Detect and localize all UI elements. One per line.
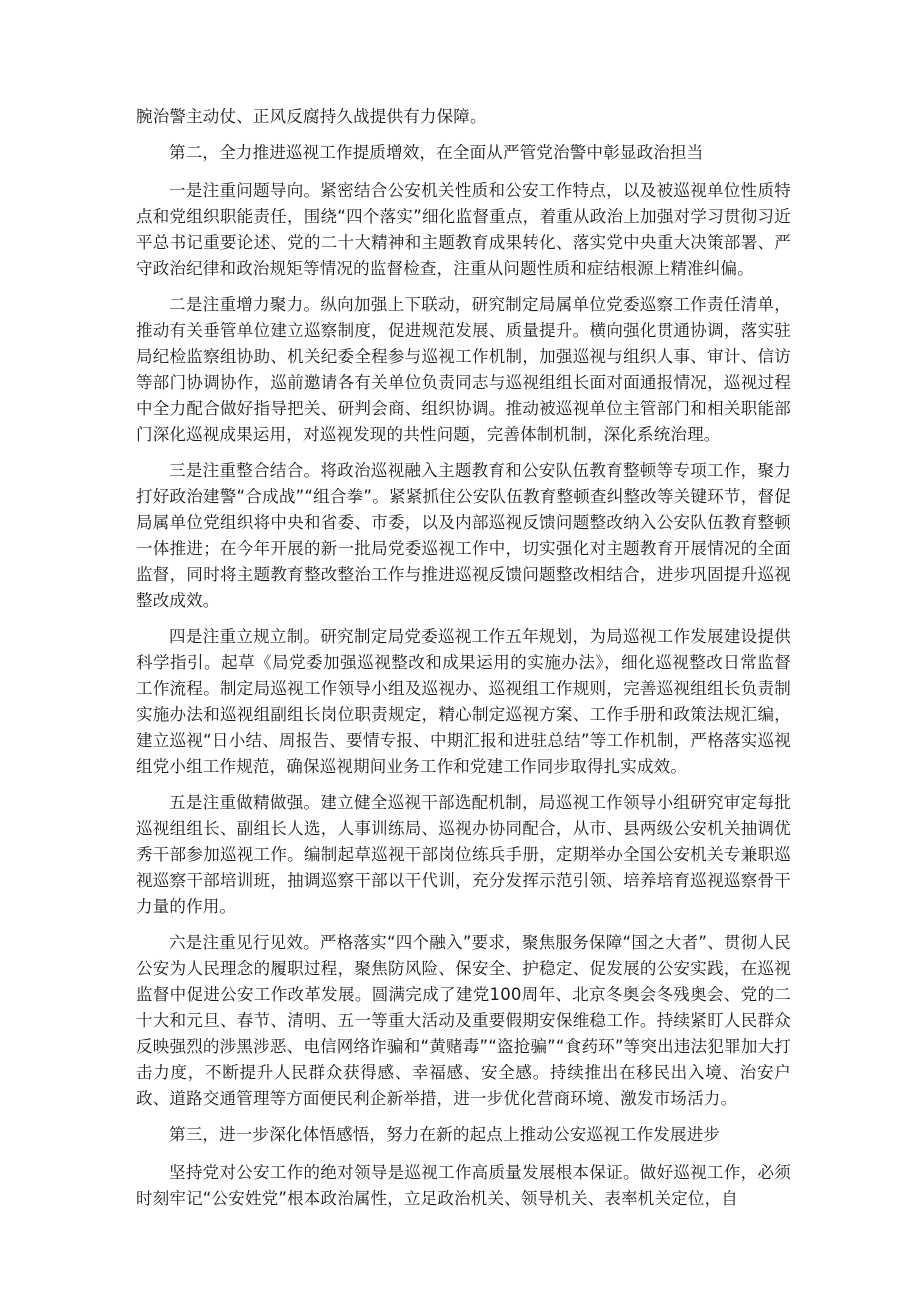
paragraph-action-results: 六是注重见行见效。严格落实“四个融入”要求，聚焦服务保障“国之大者”、贯彻人民公安为人民理念的履职过程，聚焦防风险、保安全、护稳定、促发展的公安实践，在巡视监督中促进公安工作改革发展。圆满完成了建党100周年、北京冬奥会冬残奥会、党的二十大和元旦、春节、清明、五一等重大活动及重要假期安保维稳工作。持续紧盯人民群众反映强烈的涉黑涉恶、电信网络诈骗和“黄赌毒”“盗抢骗”“食药环”等突出违法犯罪加大打击力度，不断提升人民群众获得感、幸福感、安全感。持续推出在移民出入境、治安户政、道路交通管理等方面便民利企新举措，进一步优化营商环境、激发市场活力。 (136, 933, 791, 1108)
paragraph-problem-orientation: 一是注重问题导向。紧密结合公安机关性质和公安工作特点，以及被巡视单位性质特点和党组织职能责任，围绕“四个落实”细化监督重点，着重从政治上加强对学习贯彻习近平总书记重要论述、党的二十大精神和主题教育成果转化、落实党中央重大决策部署、严守政治纪律和政治规矩等情况的监督检查，注重从问题性质和症结根源上精准纠偏。 (136, 181, 791, 278)
paragraph-strengthen-force: 二是注重增力聚力。纵向加强上下联动，研究制定局属单位党委巡察工作责任清单，推动有关垂管单位建立巡察制度，促进规范发展、质量提升。横向强化贯通协调，落实驻局纪检监察组协助、机关纪委全程参与巡视工作机制，加强巡视与组织人事、审计、信访等部门协调协作，巡前邀请各有关单位负责同志与巡视组组长面对面通报情况，巡视过程中全力配合做好指导把关、研判会商、组织协调。推动被巡视单位主管部门和相关职能部门深化巡视成果运用，对巡视发现的共性问题，完善体制机制，深化系统治理。 (136, 295, 791, 444)
paragraph-rules-regulations: 四是注重立规立制。研究制定局党委巡视工作五年规划，为局巡视工作发展建设提供科学指引。起草《局党委加强巡视整改和成果运用的实施办法》，细化巡视整改日常监督工作流程。制定局巡视工作领导小组及巡视办、巡视组工作规则，完善巡视组组长负责制实施办法和巡视组副组长岗位职责规定，精心制定巡视方案、工作手册和政策法规汇编，建立巡视“日小结、周报告、要情专报、中期汇报和进驻总结”等工作机制，严格落实巡视组党小组工作规范，确保巡视期间业务工作和党建工作同步取得扎实成效。 (136, 627, 791, 776)
paragraph-party-leadership: 坚持党对公安工作的绝对领导是巡视工作高质量发展根本保证。做好巡视工作，必须时刻牢记“公安姓党”根本政治属性，立足政治机关、领导机关、表率机关定位，自 (136, 1163, 791, 1208)
section-heading-3: 第三，进一步深化体悟感悟，努力在新的起点上推动公安巡视工作发展进步 (169, 1125, 721, 1144)
document-body (136, 104, 791, 1222)
section-heading-2: 第二，全力推进巡视工作提质增效，在全面从严管党治警中彰显政治担当 (169, 143, 704, 162)
paragraph-continuation: 腕治警主动仗、正风反腐持久战提供有力保障。 (136, 107, 487, 126)
paragraph-refine-strengthen: 五是注重做精做强。建立健全巡视干部选配机制，局巡视工作领导小组研究审定每批巡视组组长、副组长人选，人事训练局、巡视办协同配合，从市、县两级公安机关抽调优秀干部参加巡视工作。编制起草巡视干部岗位练兵手册，定期举办全国公安机关专兼职巡视巡察干部培训班，抽调巡察干部以干代训，充分发挥示范引领、培养培育巡视巡察骨干力量的作用。 (136, 793, 791, 916)
paragraph-integration: 三是注重整合结合。将政治巡视融入主题教育和公安队伍教育整顿等专项工作，聚力打好政治建警“合成战”“组合拳”。紧紧抓住公安队伍教育整顿查纠整改等关键环节，督促局属单位党组织将中央和省委、市委，以及内部巡视反馈问题整改纳入公安队伍教育整顿一体推进；在今年开展的新一批局党委巡视工作中，切实强化对主题教育开展情况的全面监督，同时将主题教育整改整治工作与推进巡视反馈问题整改相结合，进步巩固提升巡视整改成效。 (136, 461, 791, 610)
